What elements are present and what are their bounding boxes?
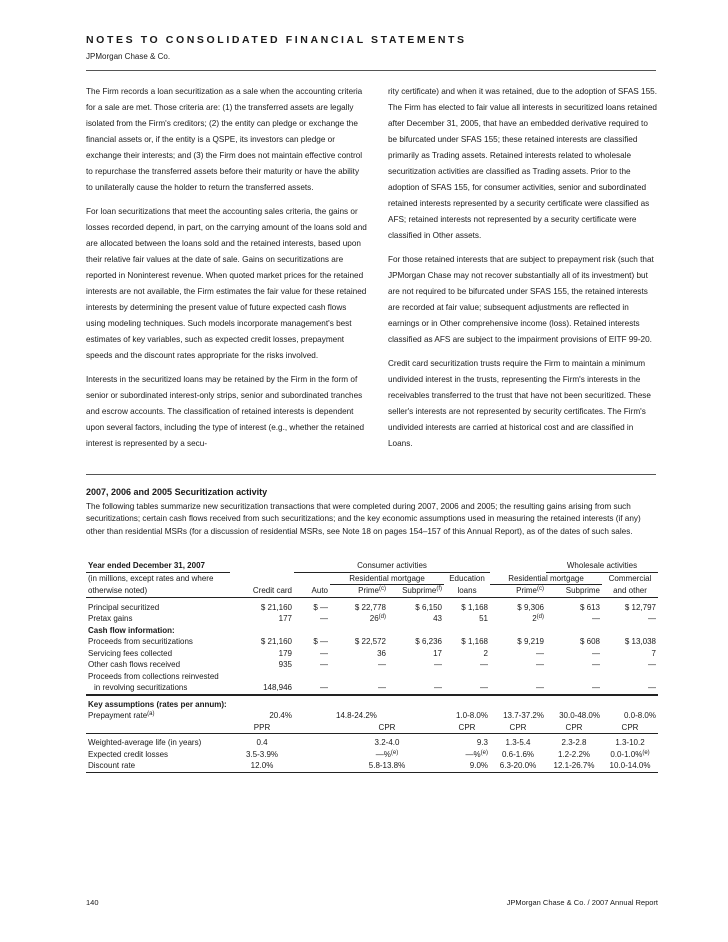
page-header-title: NOTES TO CONSOLIDATED FINANCIAL STATEMENTS <box>86 34 467 46</box>
education-header: Education <box>449 573 485 583</box>
paragraph: rity certificate) and when it was retained, due to the adoption of SFAS 155. The Firm has elected to fair value all interests in securitized loans retained after December 31, 2005, that have an embedded derivative required to be bifurcated under SFAS 155; these retained interests are classified primarily as Trading assets. Retained interests related to wholesale securitization activities are classified as Trading assets. Prior to the adoption of SFAS 155, for consumer activities, senior and subordinated retained interests represented by a security certificate were classified as AFS; retained interests not represented by a security certificate were classified in Other assets. <box>388 87 657 240</box>
table-row: Weighted-average life (in years) 0.4 3.2-4.0 9.3 1.3-5.4 2.3-2.8 1.3-10.2 <box>88 738 645 747</box>
consumer-activities-header: Consumer activities <box>294 560 490 572</box>
units-label-2: otherwise noted) <box>86 585 230 598</box>
table-row: Expected credit losses 3.5-3.9% —%$^{(e)}$ —%$^{(e)}$ 0.6-1.6% 1.2-2.2% 0.0-1.0%$^{(e)}$ <box>88 749 650 759</box>
table-header-row <box>86 560 658 572</box>
paragraph: For loan securitizations that meet the accounting sales criteria, the gains or losses recorded depend, in part, on the carrying amount of the loans sold and are allocated between the loans sold and the retained interests, based upon their relative fair values at the date of sale. Gains on securitizations are reported in Noninterest revenue. When quoted market prices for the retained interests are not available, the Firm estimates the fair value for these retained interests by determining the present value of future expected cash flows using modeling techniques. Such models incorporate management's best estimates of key variables, such as expected credit losses, prepayment speeds and the discount rates appropriate for the risks involved. <box>86 207 367 360</box>
table-row: Other cash flows received 935 — — — — — — — <box>88 660 656 669</box>
body-column-right <box>388 84 658 460</box>
section-intro: The following tables summarize new securitization transactions that were completed during 2007, 2006 and 2005; the resulting gains arising from such securitizations; certain cash flows received from such securitizations; and the key economic assumptions used in measuring the retained interests (if any) other than residential MSRs (for a discussion of residential MSRs, see Note 18 on pages 154–157 of this Annual Report), as of the dates of such sales. <box>86 502 641 536</box>
securitization-activity-table <box>86 560 658 773</box>
paragraph: The Firm records a loan securitization as a sale when the accounting criteria for a sale are met. Those criteria are: (1) the transferred assets are legally isolated from the Firm's creditors; (2) the entity can pledge or exchange the financial assets or, if the entity is a QSPE, its investors can pledge or exchange their interests; and (3) the Firm does not maintain effective control to repurchase the transferred assets before their maturity or have the ability to unilaterally cause the holder to return the transferred assets. <box>86 87 363 192</box>
table-row: Cash flow information: <box>88 625 175 635</box>
col-education-loans: loans <box>444 585 490 598</box>
table-row: Proceeds from collections reinvested <box>88 671 219 681</box>
table-row: Proceeds from securitizations $ 21,160 $ — $ 22,572 $ 6,236 $ 1,168 $ 9,219 $ 608 $ 13,038 <box>88 637 656 646</box>
table-row: Principal securitized $ 21,160 $ — $ 22,778 $ 6,150 $ 1,168 $ 9,306 $ 613 $ 12,797 <box>88 602 656 612</box>
report-name: JPMorgan Chase & Co. / 2007 Annual Report <box>506 898 658 907</box>
section-title: 2007, 2006 and 2005 Securitization activity <box>86 487 268 497</box>
col-auto: Auto <box>294 585 330 598</box>
table-row: in revolving securitizations 148,946 — — — — — — — <box>86 682 658 695</box>
units-label: (in millions, except rates and where <box>88 573 214 583</box>
col-prime: Prime$^{(c)}$ <box>330 585 388 598</box>
wholesale-activities-header: Wholesale activities <box>546 560 658 572</box>
col-wholesale-subprime: Subprime <box>546 585 602 598</box>
table-row: Pretax gains 177 — 26$^{(d)}$ 43 51 2$^{(d)}$ — — <box>88 614 656 623</box>
header-rule <box>86 70 656 71</box>
residential-mortgage-header: Residential mortgage <box>330 572 444 585</box>
paragraph: For those retained interests that are subject to prepayment risk (such that JPMorgan Chase may not recover substantially all of its investment) but are not required to be bifurcated under SFAS 155, the retained interests are recorded at fair value; subsequent adjustments are reflected in earnings or in Other comprehensive income (loss). Retained interests classified as AFS are subject to the impairment provisions of EITF 99-20. <box>388 255 654 344</box>
col-commercial-other: and other <box>602 585 658 598</box>
table-row: Servicing fees collected 179 — 36 17 2 — — 7 <box>88 648 656 658</box>
table-row: Discount rate 12.0% 5.8-13.8% 9.0% 6.3-20.0% 12.1-26.7% 10.0-14.0% <box>86 760 658 772</box>
table-header-row <box>86 585 658 598</box>
paragraph: Credit card securitization trusts require the Firm to maintain a minimum undivided interest in the trusts, representing the Firm's interests in the receivables transferred to the trust that have not been securitized. These seller's interests are not represented by security certificates. The Firm's undivided interests are carried at historical cost and are classified in Loans. <box>388 359 651 448</box>
table-row: Prepayment rate$^{(a)}$ 20.4% 14.8-24.2% 1.0-8.0% 13.7-37.2% 30.0-48.0% 0.0-8.0% <box>88 711 656 720</box>
body-column-left <box>86 84 368 460</box>
table-row: Key assumptions (rates per annum): <box>88 699 227 709</box>
residential-mortgage-header-wholesale: Residential mortgage <box>490 572 602 585</box>
section-rule <box>86 474 656 475</box>
paragraph: Interests in the securitized loans may be retained by the Firm in the form of senior or subordinated interest-only strips, senior and subordinated tranches and escrow accounts. The classification of retained interests is dependent upon several factors, including the type of interest (e.g., whether the retained interest is represented by a secu- <box>86 375 365 448</box>
table-header-row <box>86 572 658 585</box>
commercial-header: Commercial <box>608 573 652 583</box>
col-credit-card: Credit card <box>230 585 294 598</box>
table-row: PPR CPR CPR CPR CPR CPR <box>86 722 658 734</box>
page-number: 140 <box>86 898 99 907</box>
col-wholesale-prime: Prime$^{(c)}$ <box>490 585 546 598</box>
page-header-subtitle: JPMorgan Chase & Co. <box>86 52 171 61</box>
year-label: Year ended December 31, 2007 <box>86 560 230 572</box>
col-subprime: Subprime$^{(f)}$ <box>388 585 444 598</box>
